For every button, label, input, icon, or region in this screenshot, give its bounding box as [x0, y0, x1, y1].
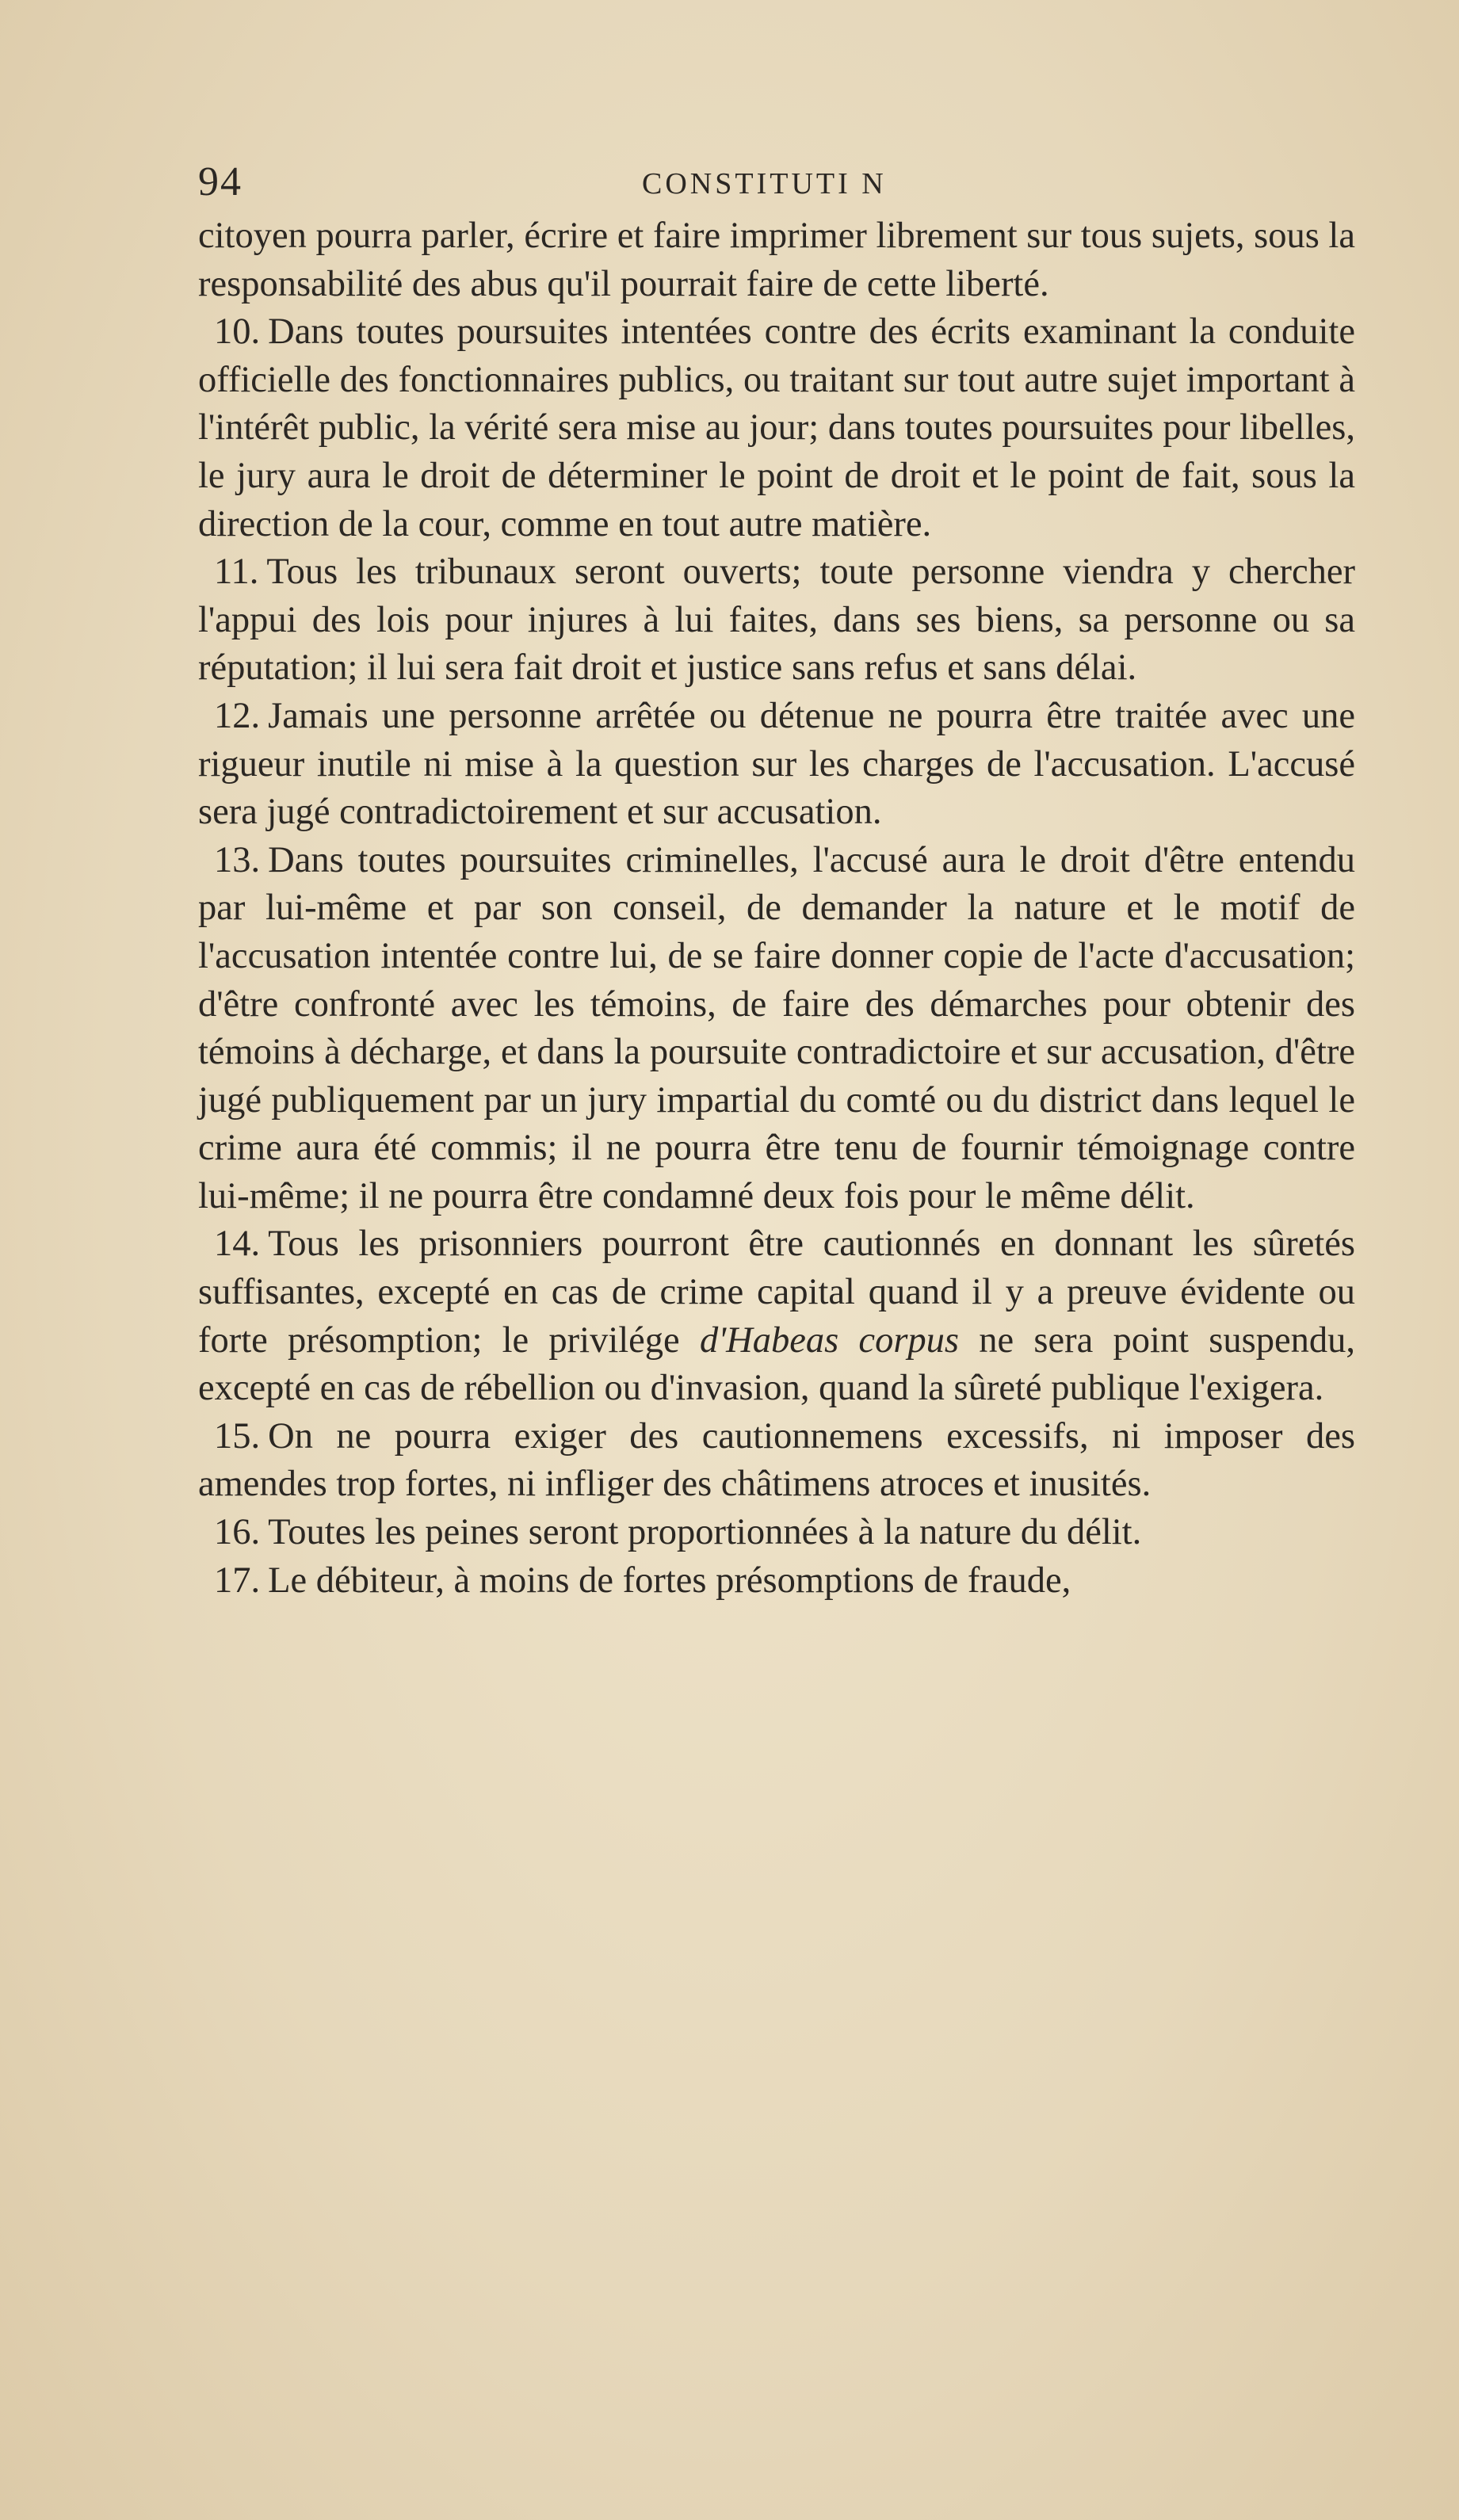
paragraph-text: citoyen pourra parler, écrire et faire imprimer librement sur tous sujets, sous la responsabilité des abus qu'il pourrait faire de cette liberté. — [198, 216, 1355, 304]
body-text — [198, 212, 1355, 1605]
article-number: 10. — [214, 311, 261, 353]
paragraph-text: Jamais une personne arrêtée ou détenue ne pourra être traitée avec une rigueur inutile ni mise à la question sur les charges de l'accusation. L'accusé sera jugé contradictoirement et sur accusation. — [198, 695, 1355, 833]
article-13 — [198, 837, 1355, 1221]
habeas-corpus-italic: d'Habeas corpus — [699, 1319, 960, 1361]
article-number: 14. — [214, 1224, 261, 1265]
article-12 — [198, 693, 1355, 837]
article-number: 17. — [214, 1560, 261, 1601]
article-11 — [198, 548, 1355, 693]
paragraph-text: Le débiteur, à moins de fortes présomptions de fraude, — [268, 1560, 1071, 1601]
article-17 — [198, 1557, 1355, 1606]
article-15 — [198, 1413, 1355, 1509]
paragraph-text: ne sera point suspendu, excepté en cas de rébellion ou d'invasion, quand la sûreté publique l'exigera. — [198, 1319, 1355, 1409]
paragraph-continuation — [198, 212, 1355, 308]
paragraph-text: On ne pourra exiger des cautionnemens excessifs, ni imposer des amendes trop fortes, ni infliger des châtimens atroces et inusités. — [198, 1415, 1355, 1505]
paragraph-text: Tous les prisonniers pourront être cautionnés en donnant les sûretés suffisantes, excepté en cas de crime capital quand il y a preuve évidente ou forte présomption; le privilége — [198, 1224, 1355, 1361]
article-number: 13. — [214, 839, 261, 880]
paragraph-text: Dans toutes poursuites intentées contre des écrits examinant la conduite officielle des fonctionnaires publics, ou traitant sur tout autre sujet important à l'intérêt public, la vérité sera mise au jour; dans toutes poursuites pour libelles, le jury aura le droit de déterminer le point de droit et le point de fait, sous la direction de la cour, comme en tout autre matière. — [198, 311, 1355, 544]
article-number: 15. — [214, 1415, 261, 1457]
article-number: 12. — [214, 695, 261, 736]
paragraph-text: Tous les tribunaux seront ouverts; toute personne viendra y chercher l'appui des lois pour injures à lui faites, dans ses biens, sa personne ou sa réputation; il lui sera fait droit et justice sans refus et sans délai. — [198, 552, 1355, 689]
article-number: 16. — [214, 1512, 261, 1553]
page-header — [198, 158, 1363, 206]
article-10 — [198, 308, 1355, 548]
article-14 — [198, 1220, 1355, 1412]
paragraph-text: Dans toutes poursuites criminelles, l'accusé aura le droit d'être entendu par lui-même et par son conseil, de demander la nature et le motif de l'accusation intentée contre lui, de se faire donner copie de l'acte d'accusation; d'être confronté avec les témoins, de faire des démarches pour obtenir des témoins à décharge, et dans la poursuite contradictoire et sur accusation, d'être jugé publiquement par un jury impartial du comté ou du district dans lequel le crime aura été commis; il ne pourra être tenu de fournir témoignage contre lui-même; il ne pourra être condamné deux fois pour le même délit. — [198, 839, 1355, 1216]
paragraph-text: Toutes les peines seront proportionnées à la nature du délit. — [268, 1512, 1142, 1553]
article-number: 11. — [214, 552, 259, 593]
article-16 — [198, 1509, 1355, 1557]
running-head: CONSTITUTI N — [642, 167, 887, 200]
page-number: 94 — [198, 159, 243, 204]
